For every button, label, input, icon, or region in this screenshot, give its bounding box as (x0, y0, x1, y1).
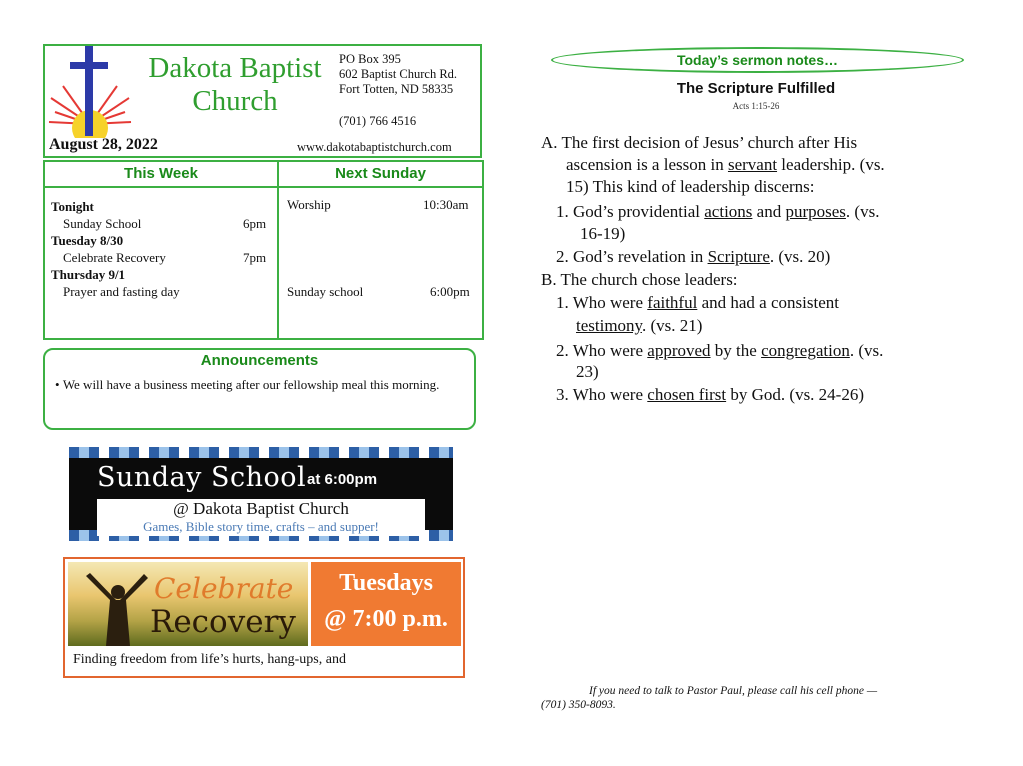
church-phone: (701) 766 4516 (339, 114, 417, 128)
sermon-notes-label: Today’s sermon notes… (676, 52, 839, 68)
celebrate-recovery-item: Celebrate Recovery (63, 250, 166, 265)
keyword-scripture: Scripture (707, 247, 770, 266)
point-a-line3: 15) This kind of leadership discerns: (566, 177, 815, 196)
point-b1-line2: testimony. (vs. 21) (576, 316, 703, 335)
sunday-school-time-label: at 6:00pm (307, 471, 378, 488)
divider (277, 162, 279, 338)
celebrate-recovery-caption: Finding freedom from life’s hurts, hang-ups, and (73, 652, 346, 667)
celebrate-recovery-time-panel (311, 562, 461, 646)
announcements-title: Announcements (200, 352, 319, 369)
point-b2-line1: 2. Who were approved by the congregation. (vs. (556, 341, 884, 360)
keyword-servant: servant (727, 155, 778, 174)
sunday-school-title: Sunday School (97, 462, 307, 493)
bulletin-date: August 28, 2022 (49, 136, 158, 153)
worship-time: 10:30am (423, 197, 469, 212)
church-name-line1: Dakota Baptist (148, 52, 322, 84)
point-b3: 3. Who were chosen first by God. (vs. 24-26) (556, 385, 865, 404)
address-line3: Fort Totten, ND 58335 (339, 82, 454, 96)
announcements-box (43, 348, 476, 430)
point-b2-line2: 23) (576, 362, 599, 381)
point-a2: 2. God’s revelation in Scripture. (vs. 20) (556, 247, 831, 266)
church-address (339, 52, 457, 97)
celebrate-word: Celebrate (154, 572, 294, 605)
sunday-school-item: Sunday School (63, 216, 142, 231)
announcement-item (55, 376, 465, 393)
address-line2: 602 Baptist Church Rd. (339, 67, 458, 81)
church-website: www.dakotabaptistchurch.com (297, 140, 452, 154)
sunday-school-subtitle: Games, Bible story time, crafts – and supper! (143, 519, 379, 534)
checker-border (69, 447, 453, 458)
sermon-reference: Acts 1:15-26 (732, 101, 780, 111)
pastor-contact-note (541, 684, 971, 712)
keyword-testimony: testimony (576, 316, 642, 335)
keyword-faithful: faithful (647, 293, 698, 312)
address-line1: PO Box 395 (339, 52, 401, 66)
thursday-label: Thursday 9/1 (51, 267, 126, 282)
church-name-line2: Church (192, 85, 278, 117)
sunday-school-time: 6pm (243, 216, 267, 231)
sermon-notes-banner (551, 47, 964, 73)
worship-item: Worship (287, 197, 331, 212)
point-a-line2: ascension is a lesson in servant leadership. (vs. (566, 155, 885, 174)
sermon-title: The Scripture Fulfilled (676, 80, 836, 97)
bullet-icon: • (55, 377, 63, 392)
celebrate-recovery-time: @ 7:00 p.m. (324, 606, 448, 632)
next-sunday-heading: Next Sunday (335, 165, 426, 182)
celebrate-recovery-ad (63, 557, 465, 678)
announcement-text: We will have a business meeting after our fellowship meal this morning. (62, 377, 440, 392)
keyword-congregation: congregation (761, 341, 850, 360)
celebrate-recovery-day: Tuesdays (339, 570, 433, 596)
sunday-school-info-panel (97, 499, 425, 536)
next-sunday-school-time: 6:00pm (430, 284, 470, 299)
tuesday-label: Tuesday 8/30 (51, 233, 124, 248)
tonight-label: Tonight (51, 199, 94, 214)
celebrate-recovery-image (68, 562, 308, 646)
point-b1-line1: 1. Who were faithful and had a consistent (556, 293, 839, 312)
keyword-purposes: purposes (785, 202, 846, 221)
sunday-school-location: @ Dakota Baptist Church (173, 499, 349, 518)
next-sunday-school-item: Sunday school (287, 284, 364, 299)
point-a1-line1: 1. God’s providential actions and purposes. (vs. (556, 202, 880, 221)
pastor-contact-line1: If you need to talk to Pastor Paul, please call his cell phone — (589, 685, 878, 697)
header-box (43, 44, 482, 158)
church-name (135, 52, 335, 118)
sunday-school-banner (69, 447, 453, 541)
person-silhouette-icon (82, 570, 152, 646)
keyword-approved: approved (647, 341, 711, 360)
this-week-heading: This Week (124, 165, 198, 182)
keyword-actions: actions (704, 202, 753, 221)
schedule-table (43, 160, 484, 340)
celebrate-recovery-time: 7pm (243, 250, 267, 265)
pastor-contact-line2: (701) 350-8093. (541, 699, 616, 711)
recovery-word: Recovery (150, 604, 296, 640)
cross-sunrise-logo (47, 46, 133, 138)
point-a1-line2: 16-19) (580, 224, 626, 243)
keyword-chosen-first: chosen first (647, 385, 727, 404)
point-a-line1: A. The first decision of Jesus’ church after His (541, 133, 858, 152)
prayer-item: Prayer and fasting day (63, 284, 180, 299)
divider (45, 186, 482, 188)
point-b: B. The church chose leaders: (541, 270, 738, 289)
